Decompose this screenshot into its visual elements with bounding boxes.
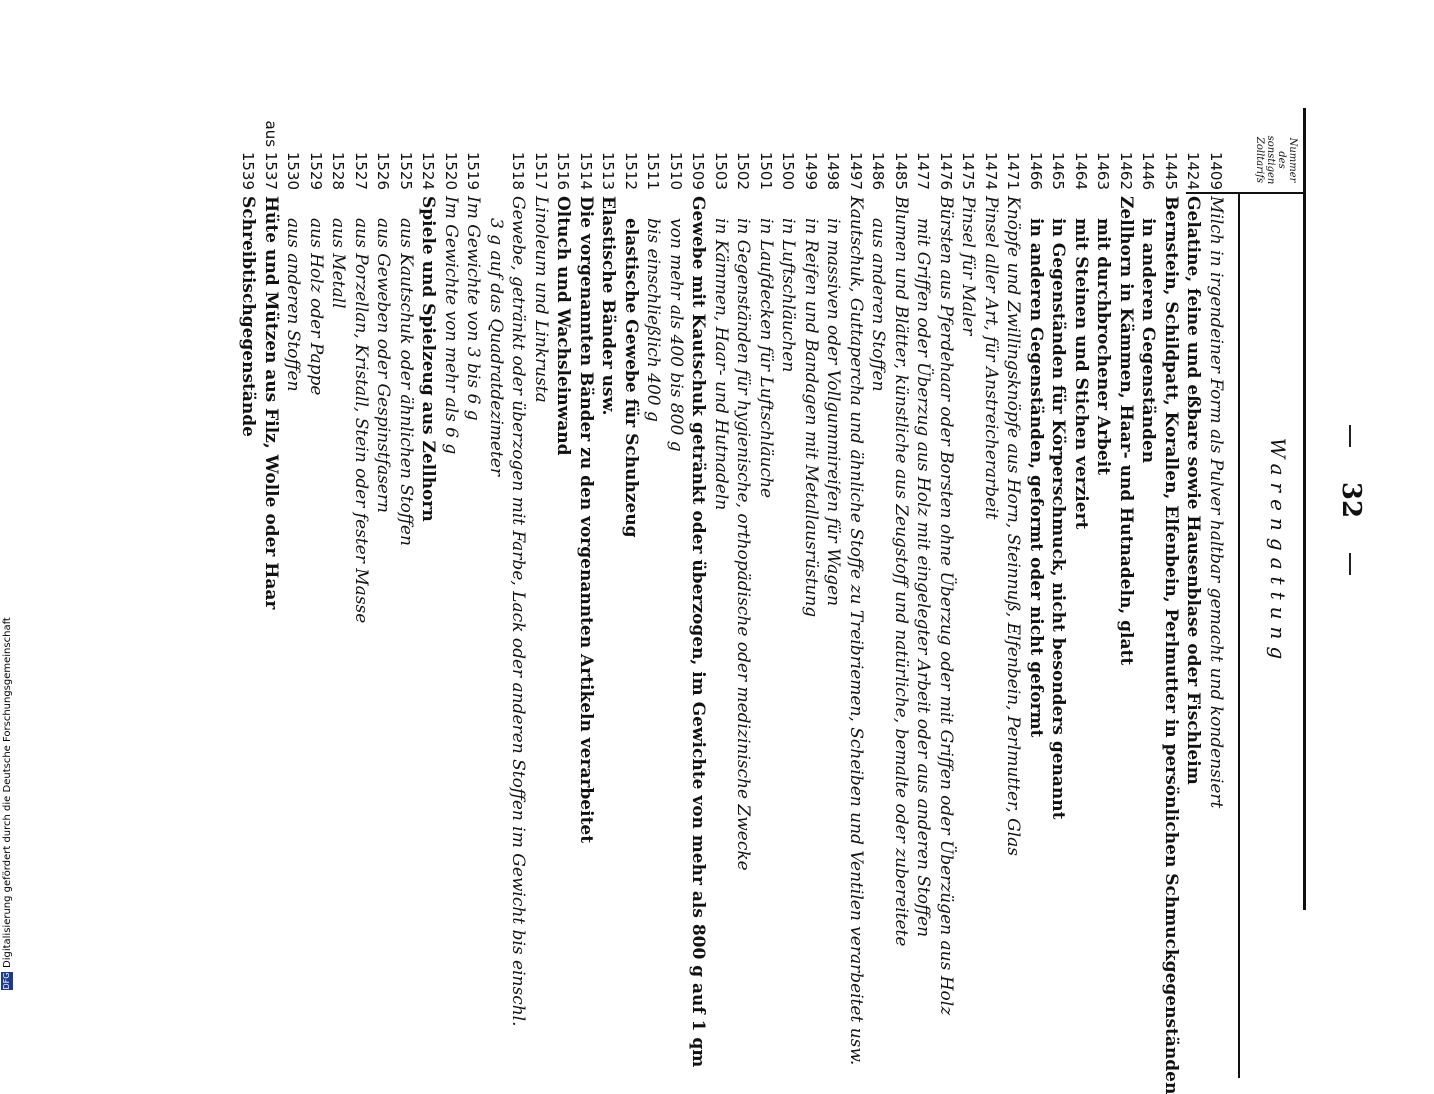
table-row: [530, 0, 553, 1000]
table-row: [867, 0, 890, 1000]
tariff-number: 1517: [532, 151, 550, 190]
goods-description: aus Holz oder Pappe: [306, 218, 326, 396]
goods-description: Pinsel für Maler: [958, 196, 979, 336]
page-number: 32: [1336, 481, 1366, 519]
goods-description: aus Porzellan, Kristall, Stein oder fester Masse: [351, 218, 371, 624]
tariff-number: 1520: [442, 151, 460, 190]
tariff-table-body: [237, 0, 1227, 1094]
tariff-number: 1424: [1184, 151, 1203, 190]
goods-description: Spiele und Spielzeug aus Zellhorn: [418, 196, 439, 522]
table-row: [777, 0, 800, 1000]
goods-description: Milch in irgendeiner Form als Pulver haltbar gemacht und kondensiert: [1206, 196, 1226, 809]
tariff-number: 1530: [284, 151, 303, 190]
table-row: [1070, 0, 1093, 1000]
table-row: [755, 0, 778, 1000]
tariff-number: 1501: [757, 151, 775, 190]
tariff-number: 1462: [1117, 151, 1135, 190]
table-row: [552, 0, 575, 1000]
column-header-number: Nummer des sonstigen Zolltarifs: [1254, 135, 1298, 185]
goods-description: in massiven oder Vollgummireifen für Wagen: [823, 218, 844, 607]
goods-description: Im Gewichte von mehr als 6 g: [441, 196, 461, 455]
goods-description: aus Metall: [328, 218, 349, 309]
tariff-number: 1526: [374, 151, 393, 190]
goods-description: in anderen Gegenständen, geformt oder nicht geformt: [1026, 218, 1046, 738]
table-row: [1092, 0, 1115, 1000]
table-row: [687, 0, 710, 1068]
tariff-number: 1514: [577, 151, 595, 190]
goods-description: mit Steinen und Stichen verziert: [1071, 218, 1091, 530]
goods-description: Schreibtischgegenstände: [238, 196, 259, 437]
goods-description: bis einschließlich 400 g: [643, 218, 664, 422]
goods-description: mit durchbrochener Arbeit: [1093, 218, 1114, 476]
digitization-credit: [0, 590, 16, 1000]
tariff-number: 1510: [667, 151, 685, 190]
tariff-number: 1518: [509, 151, 528, 190]
tariff-number: 1503: [712, 151, 730, 190]
table-row: [417, 0, 440, 1000]
tariff-number: 1466: [1027, 151, 1045, 190]
tariff-number: 1497: [847, 151, 865, 190]
dfg-logo: DFG: [2, 972, 11, 990]
goods-description: aus anderen Stoffen: [283, 218, 304, 392]
goods-description: Hüte und Mützen aus Filz, Wolle oder Haar: [261, 196, 281, 610]
tariff-number: 1528: [329, 151, 348, 190]
column-header-description: Warengattung: [1266, 437, 1290, 667]
goods-description: Oltuch und Wachsleinwand: [553, 196, 574, 456]
goods-description: Bernstein, Schildpatt, Korallen, Elfenbein, Perlmutter in persönlichen Schmuckgegenständen: [1161, 196, 1181, 1094]
goods-description: Knöpfe und Zwillingsknöpfe aus Horn, Steinnuß, Elfenbein, Perlmutter, Glas: [1003, 196, 1024, 856]
table-row: [327, 0, 350, 1000]
table-row: [1115, 0, 1138, 1000]
table-row: [1137, 0, 1160, 1000]
tariff-number: 1502: [734, 151, 753, 190]
tariff-number: 1519: [464, 151, 483, 190]
tariff-number: 1516: [554, 151, 573, 190]
goods-description: Gewebe, getränkt oder überzogen mit Farbe, Lack oder anderen Stoffen im Gewicht bis einschl.: [508, 196, 529, 1027]
table-row: [980, 0, 1003, 1000]
goods-description: in Reifen und Bandagen mit Metallausrüstung: [801, 218, 821, 618]
table-row: [957, 0, 980, 1000]
tariff-number: 1477: [914, 151, 933, 190]
tariff-number: 1446: [1139, 151, 1158, 190]
goods-description: in Laufdecken für Luftschläuche: [756, 218, 776, 499]
goods-description: in Luftschläuchen: [778, 218, 799, 373]
table-row: [912, 0, 935, 1000]
table-row: [282, 0, 305, 1000]
table-row: [822, 0, 845, 1000]
table-row: [507, 0, 530, 1027]
header-dash-left: [1349, 425, 1351, 447]
goods-description: aus anderen Stoffen: [868, 218, 889, 392]
tariff-number: 1465: [1049, 151, 1068, 190]
table-row: [260, 0, 283, 1000]
table-row: [575, 0, 598, 1000]
goods-description: in Kämmen, Haar- und Hutnadeln: [711, 218, 731, 511]
goods-description: Im Gewichte von 3 bis 6 g: [463, 196, 484, 421]
goods-description: Zellhorn in Kämmen, Haar- und Hutnadeln, glatt: [1116, 196, 1136, 666]
table-row: [732, 0, 755, 1000]
table-top-rule: [1303, 108, 1306, 910]
tariff-number: 1476: [937, 151, 955, 190]
tariff-number: 1486: [869, 151, 888, 190]
goods-description: Bürsten aus Pferdehaar oder Borsten ohne Überzug oder mit Griffen oder Überzügen aus Holz: [936, 196, 956, 1016]
goods-description: mit Griffen oder Überzug aus Holz mit eingelegter Arbeit oder aus anderen Stoffen: [913, 218, 934, 938]
goods-description: elastische Gewebe für Schuhzeug: [621, 218, 641, 538]
table-row: [1182, 0, 1205, 1000]
goods-description: Gewebe mit Kautschuk getränkt oder überzogen, im Gewichte von mehr als 800 g auf 1 qm: [688, 196, 709, 1068]
goods-description: Blumen und Blätter, künstliche aus Zeugstoff und natürliche, bemalte oder zubereitete: [891, 196, 911, 947]
table-row: [1025, 0, 1048, 1000]
table-row: [1002, 0, 1025, 1000]
goods-description: aus Kautschuk oder ähnlichen Stoffen: [396, 218, 416, 546]
credit-text: Digitalisierung gefördert durch die Deutsche Forschungsgemeinschaft: [2, 617, 13, 968]
tariff-number: 1498: [824, 151, 843, 190]
table-row: [890, 0, 913, 1000]
goods-description: in anderen Gegenständen: [1138, 218, 1159, 464]
goods-description: Elastische Bänder usw.: [598, 196, 619, 416]
table-row: [665, 0, 688, 1000]
table-row: [845, 0, 868, 1066]
tariff-number: 1463: [1094, 151, 1113, 190]
tariff-number: 1500: [779, 151, 798, 190]
table-row: [462, 0, 485, 1000]
table-row: [597, 0, 620, 1000]
table-row: [1205, 0, 1228, 1000]
goods-description: Linoleum und Linkrusta: [531, 196, 551, 403]
table-row: [372, 0, 395, 1000]
tariff-number: 1445: [1162, 151, 1180, 190]
goods-description: Pinsel aller Art, für Anstreicherarbeit: [981, 196, 1001, 520]
tariff-number: 1499: [802, 151, 820, 190]
goods-description: von mehr als 400 bis 800 g: [666, 218, 686, 452]
goods-description: aus Geweben oder Gespinstfasern: [373, 218, 394, 513]
tariff-number: 1527: [352, 151, 370, 190]
table-row: [620, 0, 643, 1000]
goods-description: in Gegenständen für hygienische, orthopädische oder medizinische Zwecke: [733, 218, 754, 871]
tariff-number: 1529: [307, 151, 325, 190]
table-row: [305, 0, 328, 1000]
tariff-number: 1474: [982, 151, 1000, 190]
tariff-number: 1512: [622, 151, 640, 190]
table-row: [1047, 0, 1070, 1000]
goods-description: 3 g auf das Quadratdezimeter: [486, 218, 506, 476]
goods-description: Die vorgenannten Bänder zu den vorgenannten Artikeln verarbeitet: [576, 196, 596, 844]
tariff-number: 1513: [599, 151, 618, 190]
table-header-rule: [1238, 192, 1240, 1078]
table-row: [800, 0, 823, 1000]
page-header: [1326, 0, 1366, 1000]
table-row: [237, 0, 260, 1000]
goods-description: Gelatine, feine und eßbare sowie Hausenblase oder Fischleim: [1183, 196, 1204, 785]
tariff-number: 1539: [239, 151, 258, 190]
table-row: [395, 0, 418, 1000]
tariff-number: aus 1537: [262, 120, 280, 190]
table-row: [440, 0, 463, 1000]
table-row: [485, 0, 508, 1000]
tariff-number: 1471: [1004, 151, 1023, 190]
tariff-number: 1509: [689, 151, 708, 190]
table-row: [350, 0, 373, 1000]
goods-description: in Gegenständen für Körperschmuck, nicht besonders genannt: [1048, 218, 1069, 820]
header-dash-right: [1349, 553, 1351, 575]
table-row: [1160, 0, 1183, 1094]
table-row: [935, 0, 958, 1016]
tariff-number: 1485: [892, 151, 910, 190]
tariff-number: 1524: [419, 151, 438, 190]
tariff-number: 1409: [1207, 151, 1225, 190]
table-row: [710, 0, 733, 1000]
table-row: [642, 0, 665, 1000]
tariff-number: 1475: [959, 151, 978, 190]
tariff-number: 1525: [397, 151, 415, 190]
goods-description: Kautschuk, Guttapercha und ähnliche Stoffe zu Treibriemen, Scheiben und Ventilen verarbeitet usw.: [846, 196, 866, 1066]
tariff-number: 1511: [644, 151, 663, 190]
tariff-number: 1464: [1072, 151, 1090, 190]
